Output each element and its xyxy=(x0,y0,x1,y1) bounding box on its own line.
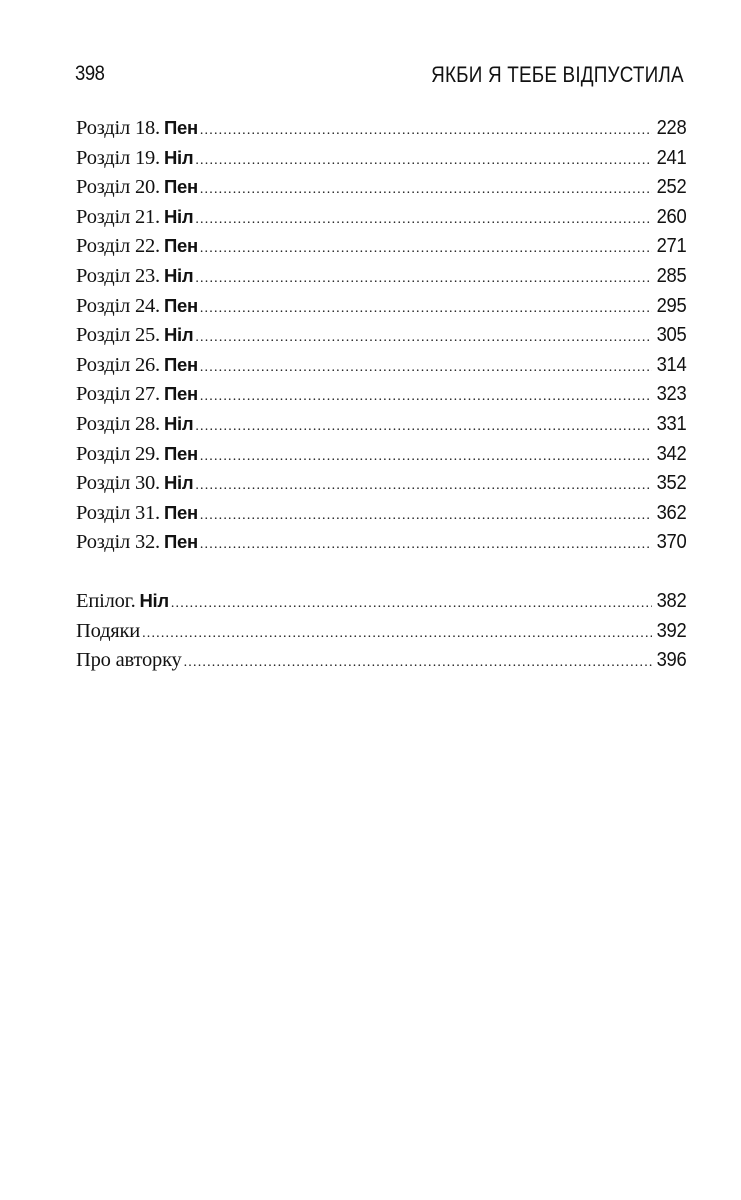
toc-entry xyxy=(76,472,686,502)
toc-entry xyxy=(76,354,686,384)
toc-entry-page-number: 382 xyxy=(656,589,686,612)
dot-leader xyxy=(142,626,651,642)
toc-entry-label: Епілог. xyxy=(76,589,136,612)
toc-entry-speaker: Ніл xyxy=(163,146,194,168)
toc-entry-page-number: 228 xyxy=(656,117,686,139)
toc-entry-label: Розділ 22. xyxy=(76,235,160,258)
toc-entry-page-number: 392 xyxy=(656,619,686,642)
toc-entry-label: Розділ 21. xyxy=(76,205,160,228)
page-number: 398 xyxy=(75,62,105,85)
dot-leader xyxy=(171,596,652,612)
toc-entry xyxy=(76,383,686,413)
toc-entry-label: Розділ 31. xyxy=(76,501,160,524)
table-of-contents xyxy=(76,117,686,679)
toc-entry-page-number: 271 xyxy=(656,235,686,258)
dot-leader xyxy=(200,301,652,317)
toc-entry-speaker: Ніл xyxy=(163,412,194,434)
toc-entry-label: Розділ 19. xyxy=(76,146,160,169)
dot-leader xyxy=(195,419,651,435)
toc-entry-label: Розділ 23. xyxy=(76,264,160,287)
dot-leader xyxy=(195,271,651,287)
toc-entry-speaker: Ніл xyxy=(163,472,194,494)
toc-entry-page-number: 396 xyxy=(656,649,686,672)
toc-entry-speaker: Пен xyxy=(163,442,198,464)
toc-entry-page-number: 252 xyxy=(656,176,686,199)
toc-entry-label: Розділ 18. xyxy=(76,117,160,139)
toc-entry-page-number: 314 xyxy=(656,353,686,376)
toc-entry xyxy=(76,413,686,443)
dot-leader xyxy=(195,153,651,169)
toc-entry-page-number: 331 xyxy=(656,412,686,435)
dot-leader xyxy=(200,360,652,376)
dot-leader xyxy=(200,182,652,198)
page-header xyxy=(75,60,684,90)
toc-entry-page-number: 342 xyxy=(656,442,686,465)
toc-entry-label: Розділ 27. xyxy=(76,383,160,406)
toc-entry-page-number: 323 xyxy=(656,383,686,406)
toc-entry-speaker: Пен xyxy=(163,383,198,405)
toc-entry-label: Розділ 20. xyxy=(76,176,160,199)
dot-leader xyxy=(200,123,652,139)
toc-entry-page-number: 260 xyxy=(656,205,686,228)
toc-entry-speaker: Ніл xyxy=(163,324,194,346)
dot-leader xyxy=(195,478,651,494)
toc-entry-page-number: 370 xyxy=(656,531,686,554)
toc-entry-speaker: Пен xyxy=(163,176,198,198)
toc-entry-page-number: 285 xyxy=(656,264,686,287)
toc-entry xyxy=(76,147,686,177)
toc-entry xyxy=(76,265,686,295)
toc-entry-label: Про авторку xyxy=(76,649,182,672)
toc-entry-label: Розділ 28. xyxy=(76,412,160,435)
toc-entry-label: Подяки xyxy=(76,619,141,642)
toc-entry xyxy=(76,649,686,679)
toc-entry-label: Розділ 32. xyxy=(76,531,160,554)
toc-entry-speaker: Пен xyxy=(163,294,198,316)
toc-entry xyxy=(76,531,686,561)
dot-leader xyxy=(195,212,651,228)
toc-entry-label: Розділ 25. xyxy=(76,324,160,347)
toc-entry-speaker: Пен xyxy=(163,531,198,553)
toc-entry-page-number: 352 xyxy=(656,472,686,495)
toc-entry xyxy=(76,620,686,650)
toc-entry xyxy=(76,117,686,147)
toc-entry-speaker: Пен xyxy=(163,117,198,138)
dot-leader xyxy=(200,241,652,257)
toc-back-matter xyxy=(76,590,686,679)
toc-entry-speaker: Ніл xyxy=(163,264,194,286)
toc-entry-page-number: 295 xyxy=(656,294,686,317)
toc-entry xyxy=(76,443,686,473)
dot-leader xyxy=(195,330,651,346)
toc-entry-label: Розділ 26. xyxy=(76,353,160,376)
toc-entry-speaker: Пен xyxy=(163,353,198,375)
dot-leader xyxy=(200,508,652,524)
toc-entry xyxy=(76,324,686,354)
dot-leader xyxy=(200,449,652,465)
dot-leader xyxy=(200,389,652,405)
dot-leader xyxy=(184,655,652,671)
toc-entry xyxy=(76,502,686,532)
toc-entry-speaker: Пен xyxy=(163,501,198,523)
dot-leader xyxy=(200,537,652,553)
toc-entry xyxy=(76,176,686,206)
toc-entry-page-number: 362 xyxy=(656,501,686,524)
running-title: ЯКБИ Я ТЕБЕ ВІДПУСТИЛА xyxy=(431,62,684,87)
toc-chapters xyxy=(76,117,686,561)
toc-entry-page-number: 241 xyxy=(656,146,686,169)
toc-entry-label: Розділ 29. xyxy=(76,442,160,465)
toc-entry xyxy=(76,206,686,236)
toc-entry xyxy=(76,590,686,620)
toc-entry-speaker: Пен xyxy=(163,235,198,257)
toc-entry-speaker: Ніл xyxy=(139,589,169,611)
toc-entry-label: Розділ 24. xyxy=(76,294,160,317)
toc-entry xyxy=(76,235,686,265)
toc-entry xyxy=(76,295,686,325)
toc-entry-page-number: 305 xyxy=(656,324,686,347)
toc-entry-speaker: Ніл xyxy=(163,205,194,227)
toc-entry-label: Розділ 30. xyxy=(76,472,160,495)
